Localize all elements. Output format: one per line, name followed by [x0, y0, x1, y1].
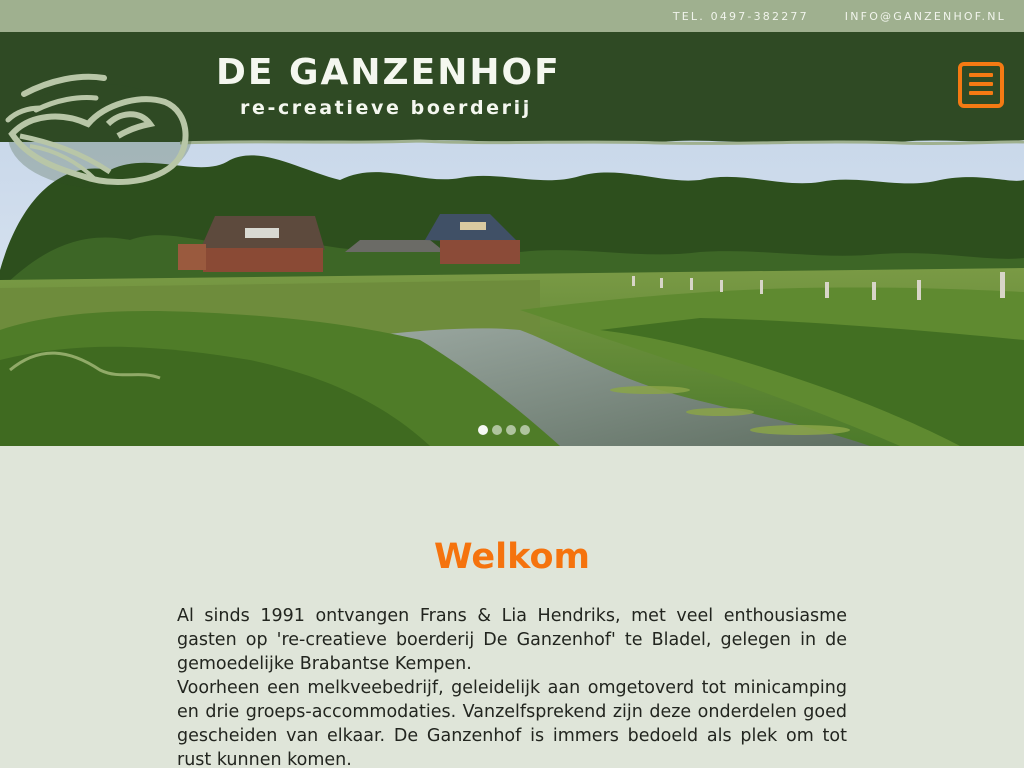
- site-subtitle: re-creatieve boerderij: [240, 97, 532, 119]
- site-title[interactable]: DE GANZENHOF: [216, 52, 561, 93]
- intro-text: [177, 604, 847, 768]
- hamburger-menu-icon-line: [969, 82, 993, 86]
- menu-button[interactable]: [958, 62, 1004, 108]
- goose-logo: [0, 54, 200, 190]
- phone-link[interactable]: TEL. 0497-382277: [672, 9, 809, 23]
- welcome-heading: Welkom: [434, 537, 590, 577]
- intro-paragraph-2: Voorheen een melkveebedrijf, geleidelijk aan omgetoverd tot minicamping en drie groeps-accommodaties. Vanzelfsprekend zijn deze onderdelen goed gescheiden van elkaar. De Ganzenhof is immers bedoeld als plek om tot rust kunnen komen.: [177, 678, 847, 768]
- slider-dot-4[interactable]: [520, 425, 530, 435]
- slider-dot-2[interactable]: [492, 425, 502, 435]
- hamburger-menu-icon: [969, 73, 993, 77]
- intro-paragraph-1: Al sinds 1991 ontvangen Frans & Lia Hendriks, met veel enthousiasme gasten op 're-creatieve boerderij De Ganzenhof' te Bladel, gelegen in de gemoedelijke Brabantse Kempen.: [177, 606, 847, 674]
- hamburger-menu-icon-line: [969, 91, 993, 95]
- slider-dot-3[interactable]: [506, 425, 516, 435]
- email-link[interactable]: INFO@GANZENHOF.NL: [844, 9, 1006, 23]
- slider-dot-1[interactable]: [478, 425, 488, 435]
- contact-bar: [0, 0, 1024, 32]
- slider-dots: [478, 425, 530, 435]
